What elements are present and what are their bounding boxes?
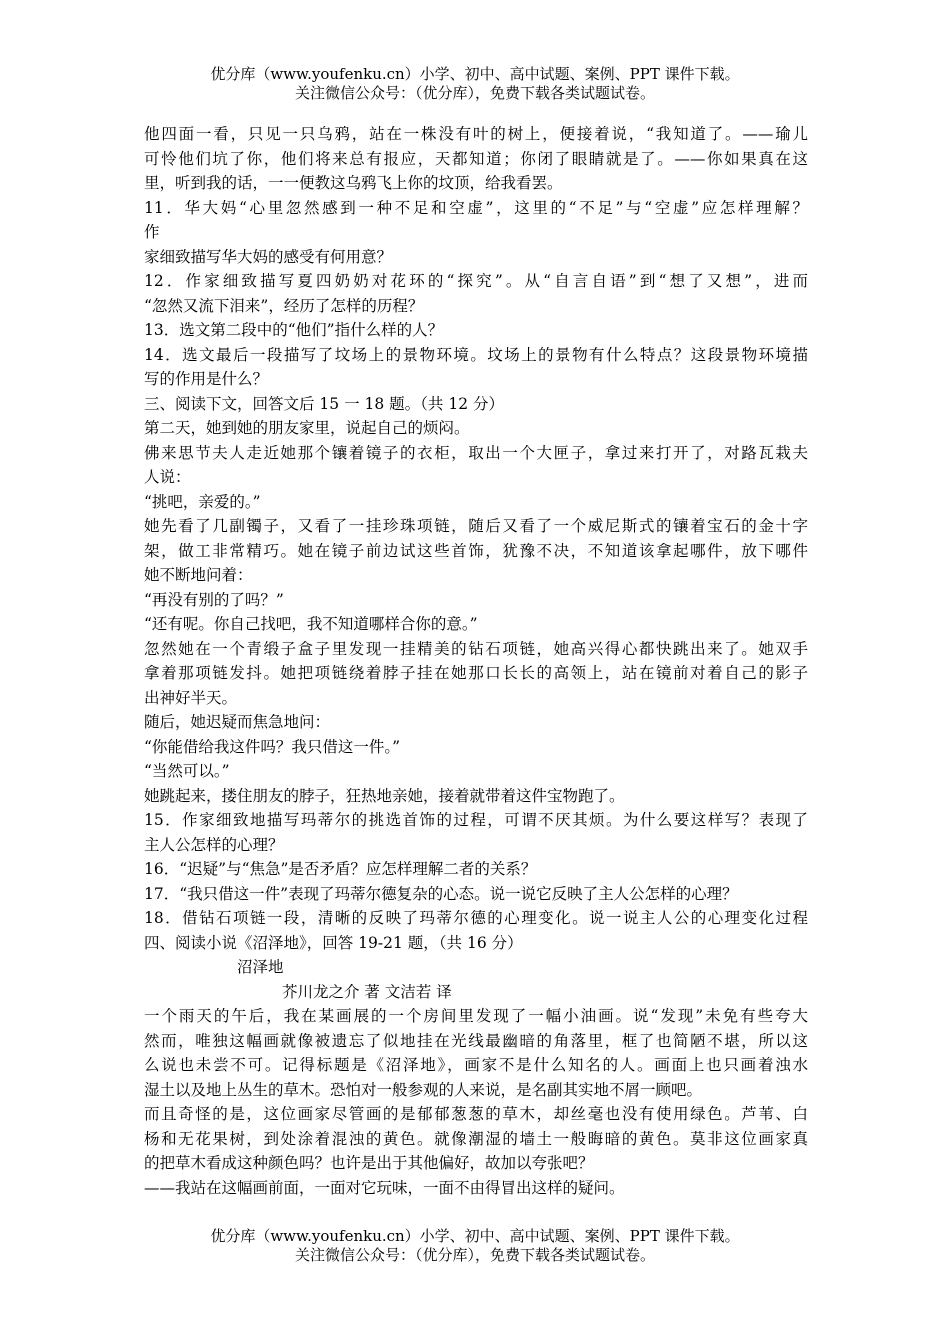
text-line: “挑吧，亲爱的。” (144, 492, 261, 511)
text-line: 可怜他们坑了你，他们将来总有报应，天都知道；你闭了眼睛就是了。——你如果真在这 (144, 149, 808, 168)
text-line: 作 (144, 223, 160, 241)
text-line: 主人公怎样的心理？ (144, 835, 284, 854)
text-line: 里，听到我的话，一一便教这乌鸦飞上你的坟顶，给我看罢。 (144, 174, 563, 192)
text-line: 11．华大妈“心里忽然感到一种不足和空虚”，这里的“不足”与“空虚”应怎样理解？ (144, 198, 808, 217)
text-line: 拿着那项链发抖。她把项链绕着脖子挂在她那口长长的高领上，站在镜前对着自己的影子 (144, 664, 808, 682)
text-line: 人说： (144, 468, 191, 486)
text-line: 13．选文第二段中的“他们”指什么样的人？ (144, 321, 444, 339)
text-line: “再没有别的了吗？” (144, 590, 284, 609)
page-footer (0, 1227, 950, 1265)
text-line: 他四面一看，只见一只乌鸦，站在一株没有叶的树上，便接着说，“我知道了。——瑜儿 (144, 125, 808, 143)
text-line: 而且奇怪的是，这位画家尽管画的是郁郁葱葱的草木，却丝毫也没有使用绿色。芦苇、白 (144, 1105, 808, 1123)
page-header (0, 65, 950, 103)
document-body (144, 122, 808, 1200)
text-line: 随后，她迟疑而焦急地问： (144, 713, 331, 731)
text-line: 么说也未尝不可。记得标题是《沼泽地》，画家不是什么知名的人。画面上也只画着浊水 (144, 1056, 808, 1074)
text-line: “当然可以。” (144, 762, 230, 780)
text-line: 三、阅读下文，回答文后 15 一 18 题。（共 12 分） (144, 394, 504, 413)
text-line: 芥川龙之介 著 文洁若 译 (281, 982, 452, 1001)
text-line: 佛来思节夫人走近她那个镶着镜子的衣柜，取出一个大匣子，拿过来打开了，对路瓦栽夫 (144, 443, 808, 462)
text-line: 湿土以及地上丛生的草木。恐怕对一般参观的人来说，是名副其实地不屑一顾吧。 (144, 1080, 703, 1099)
text-line: 第二天，她到她的朋友家里，说起自己的烦闷。 (144, 419, 470, 437)
text-line: 写的作用是什么？ (144, 370, 269, 388)
text-line: 一个雨天的午后，我在某画展的一个房间里发现了一幅小油画。说“发现”未免有些夸大 (144, 1007, 808, 1025)
header-line-2: 关注微信公众号：（优分库），免费下载各类试题试卷。 (294, 84, 655, 102)
text-line: ——我站在这幅画前面，一面对它玩味，一面不由得冒出这样的疑问。 (144, 1178, 625, 1197)
text-line: 忽然她在一个青缎子盒子里发现一挂精美的钻石项链，她高兴得心都快跳出来了。她双手 (144, 639, 808, 658)
text-line: 然而，唯独这幅画就像被遗忘了似地挂在光线最幽暗的角落里，框了也简陋不堪，所以这 (144, 1031, 808, 1050)
text-line: 14．选文最后一段描写了坟场上的景物环境。坟场上的景物有什么特点？这段景物环境描 (144, 345, 808, 364)
footer-line-2: 关注微信公众号：（优分库），免费下载各类试题试卷。 (294, 1246, 655, 1264)
text-line: “你能借给我这件吗？我只借这一件。” (144, 737, 401, 756)
footer-line-1: 优分库（www.youfenku.cn）小学、初中、高中试题、案例、PPT 课件下载。 (210, 1227, 740, 1245)
text-line: “忽然又流下泪来”，经历了怎样的历程？ (144, 296, 424, 315)
text-line: 她跳起来，搂住朋友的脖子，狂热地亲她，接着就带着这件宝物跑了。 (144, 786, 625, 805)
text-line: 15．作家细致地描写玛蒂尔的挑选首饰的过程，可谓不厌其烦。为什么要这样写？表现了 (144, 811, 808, 829)
text-line: “还有呢。你自己找吧，我不知道哪样合你的意。” (144, 615, 478, 633)
text-line: 出神好半天。 (144, 688, 238, 707)
text-line: 她先看了几副镯子，又看了一挂珍珠项链，随后又看了一个威尼斯式的镶着宝石的金十字 (144, 517, 808, 535)
text-line: 杨和无花果树，到处涂着混浊的黄色。就像潮湿的墙土一般晦暗的黄色。莫非这位画家真 (144, 1129, 808, 1148)
text-line: 17．“我只借这一件”表现了玛蒂尔德复杂的心态。说一说它反映了主人公怎样的心理？ (144, 884, 738, 903)
text-line: 她不断地问着： (144, 566, 253, 584)
text-line: 12．作家细致描写夏四奶奶对花环的“探究”。从“自言自语”到“想了又想”，进而 (144, 272, 808, 290)
text-line: 16．“迟疑”与“焦急”是否矛盾？应怎样理解二者的关系？ (144, 860, 537, 878)
text-line: 的把草木看成这种颜色吗？也许是出于其他偏好，故加以夸张吧？ (144, 1154, 594, 1172)
text-line: 架，做工非常精巧。她在镜子前边试这些首饰，犹豫不决，不知道该拿起哪件，放下哪件 (144, 541, 808, 560)
text-line: 沼泽地 (237, 958, 284, 976)
text-line: 四、阅读小说《沼泽地》，回答 19-21 题，（共 16 分） (144, 933, 523, 952)
header-line-1: 优分库（www.youfenku.cn）小学、初中、高中试题、案例、PPT 课件下载。 (210, 65, 740, 83)
text-line: 家细致描写华大妈的感受有何用意？ (144, 247, 393, 266)
text-line: 18．借钻石项链一段，清晰的反映了玛蒂尔德的心理变化。说一说主人公的心理变化过程 (144, 909, 808, 927)
